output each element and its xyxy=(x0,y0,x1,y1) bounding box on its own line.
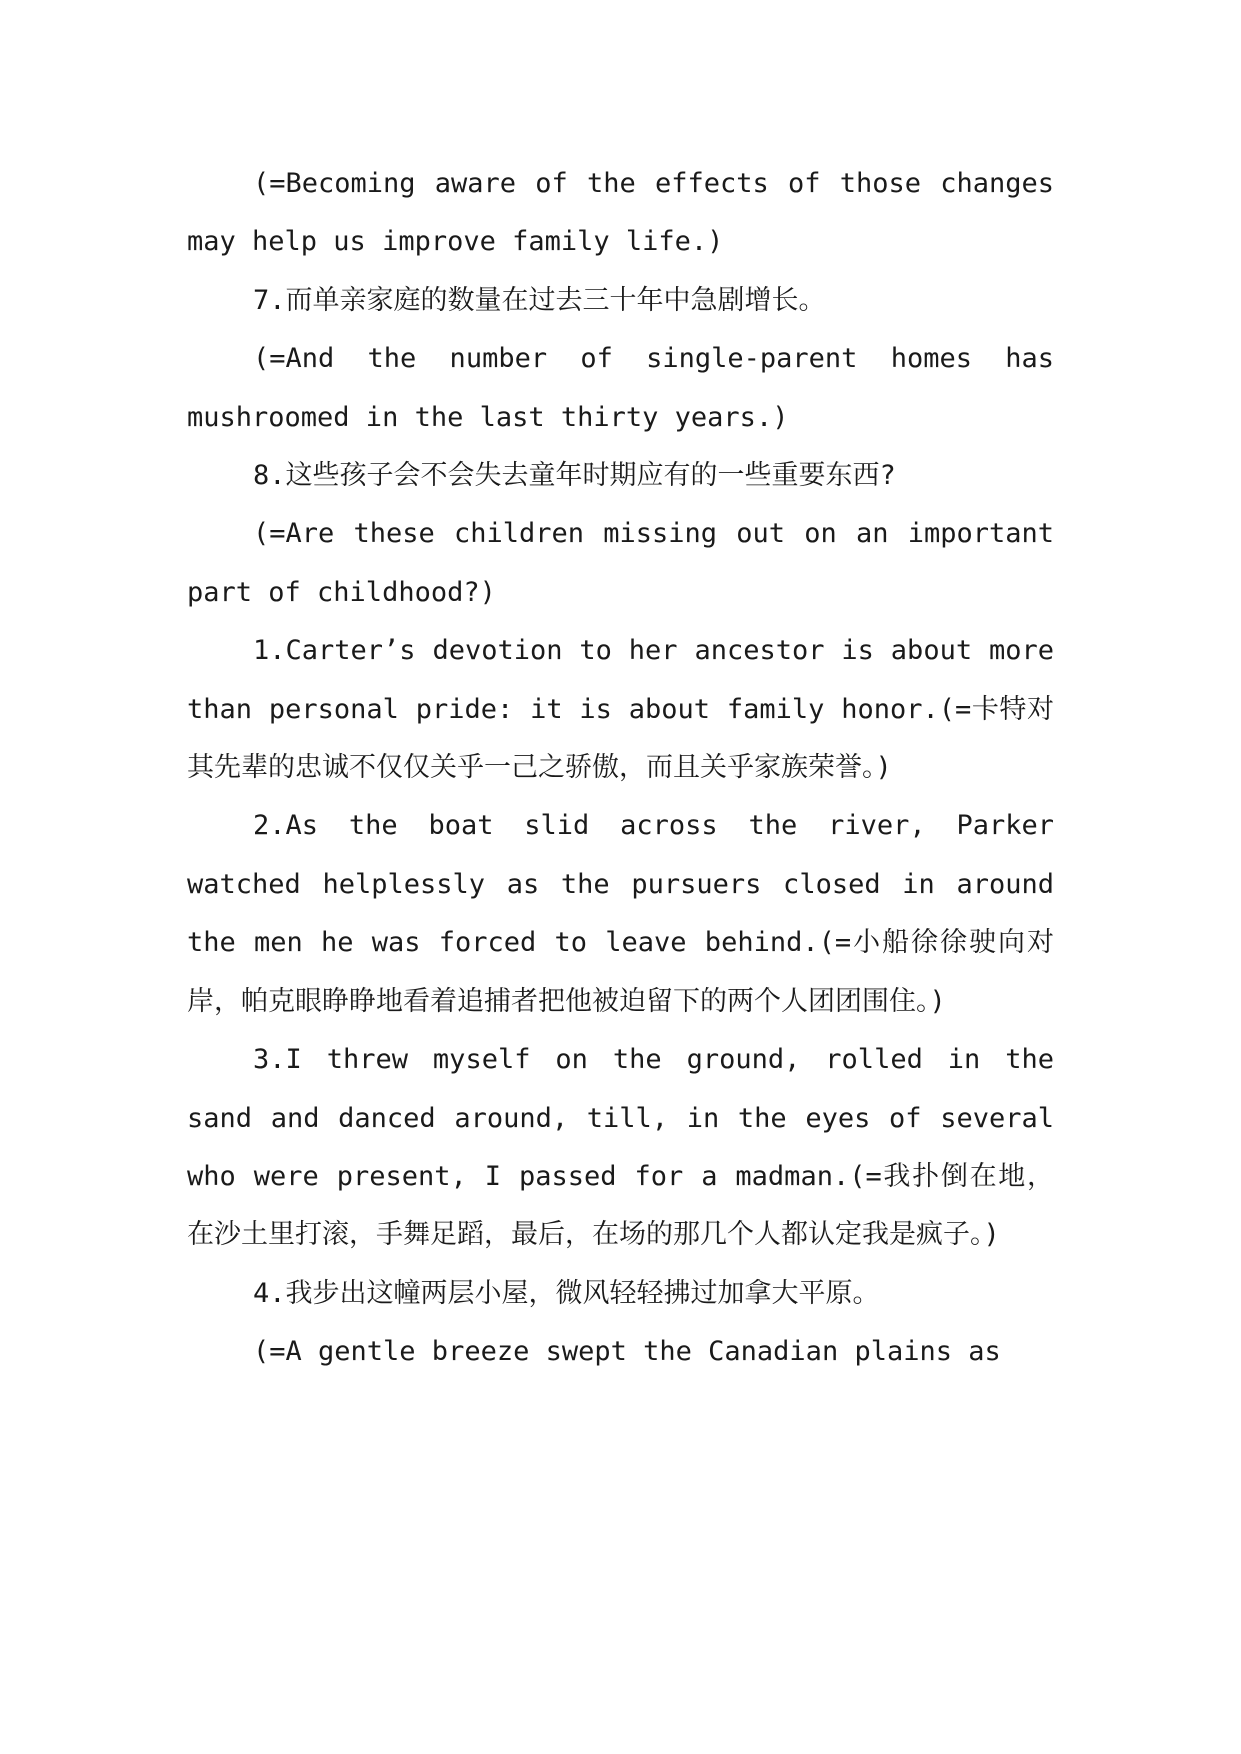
paragraph-4: 8.这些孩子会不会失去童年时期应有的一些重要东西? xyxy=(253,460,896,492)
paragraph-8: 3.I threw myself on the ground, rolled in the sand and danced around, till, in the eyes of several who were present, I passed for a madman.(=我扑倒在地，在沙土里打滚，手舞足蹈，最后，在场的那几个人都认定我是疯子。) xyxy=(187,1044,1054,1251)
paragraph-5: (=Are these children missing out on an important part of childhood?) xyxy=(187,518,1054,608)
paragraph-10: (=A gentle breeze swept the Canadian plains as xyxy=(253,1336,1001,1368)
paragraph-1: (=Becoming aware of the effects of those changes may help us improve family life.) xyxy=(187,168,1054,258)
paragraph-2: 7.而单亲家庭的数量在过去三十年中急剧增长。 xyxy=(253,284,826,316)
paragraph-6: 1.Carter’s devotion to her ancestor is about more than personal pride: it is about family honor.(=卡特对其先辈的忠诚不仅仅关乎一己之骄傲，而且关乎家族荣誉。) xyxy=(187,635,1054,784)
paragraph-3: (=And the number of single-parent homes has mushroomed in the last thirty years.) xyxy=(187,343,1054,433)
document-body xyxy=(187,155,1054,1382)
paragraph-7: 2.As the boat slid across the river, Parker watched helplessly as the pursuers closed in around the men he was forced to leave behind.(=小船徐徐驶向对岸，帕克眼睁睁地看着追捕者把他被迫留下的两个人团团围住。) xyxy=(187,810,1054,1017)
paragraph-9: 4.我步出这幢两层小屋，微风轻轻拂过加拿大平原。 xyxy=(253,1277,880,1309)
